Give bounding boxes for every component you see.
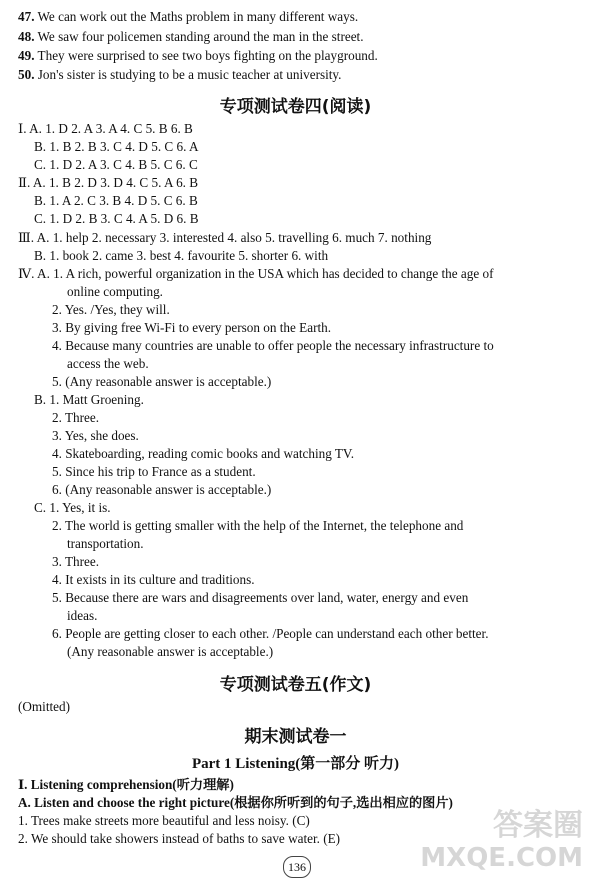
- watermark-line-1: 答案圈: [493, 808, 583, 843]
- answers-III-A: Ⅲ. A. 1. help 2. necessary 3. interested 4. also 5. travelling 6. much 7. nothing: [18, 230, 432, 245]
- sentence-48: 48. We saw four policemen standing around the man in the street.: [18, 29, 364, 44]
- answer-IV-C5-cont: ideas.: [67, 608, 98, 623]
- answer-IV-A1: Ⅳ. A. 1. A rich, powerful organization in the USA which has decided to change the age of: [18, 266, 494, 281]
- sentence-49: 49. They were surprised to see two boys fighting on the playground.: [18, 48, 378, 63]
- watermark-line-2: MXQE.COM: [420, 843, 583, 873]
- page-number: 136: [283, 856, 311, 878]
- section4-title: 专项测试卷四(阅读): [219, 97, 372, 117]
- answer-IV-C6-cont: (Any reasonable answer is acceptable.): [67, 644, 274, 659]
- answers-III-B: B. 1. book 2. came 3. best 4. favourite 5. shorter 6. with: [34, 248, 329, 263]
- answer-IV-B5: 5. Since his trip to France as a student.: [52, 464, 256, 479]
- answers-II-B: B. 1. A 2. C 3. B 4. D 5. C 6. B: [34, 193, 198, 208]
- answer-IV-C4: 4. It exists in its culture and traditions.: [52, 572, 255, 587]
- answer-IV-B3: 3. Yes, she does.: [52, 428, 139, 443]
- answer-IV-B6: 6. (Any reasonable answer is acceptable.): [52, 482, 272, 497]
- answers-II-A: Ⅱ. A. 1. B 2. D 3. D 4. C 5. A 6. B: [18, 175, 199, 190]
- answer-IV-A4: 4. Because many countries are unable to offer people the necessary infrastructure to: [52, 338, 494, 353]
- listening-item-2: 2. We should take showers instead of baths to save water. (E): [18, 831, 341, 846]
- answer-IV-A5: 5. (Any reasonable answer is acceptable.): [52, 374, 272, 389]
- answers-II-C: C. 1. D 2. B 3. C 4. A 5. D 6. B: [34, 211, 199, 226]
- answer-IV-C1: C. 1. Yes, it is.: [34, 500, 111, 515]
- section5-title: 专项测试卷五(作文): [219, 675, 372, 695]
- omitted-note: (Omitted): [18, 699, 71, 714]
- answers-I-C: C. 1. D 2. A 3. C 4. B 5. C 6. C: [34, 157, 198, 172]
- final-test-title: 期末测试卷一: [244, 727, 347, 747]
- answer-IV-C6: 6. People are getting closer to each other. /People can understand each other better.: [52, 626, 489, 641]
- sentence-47: 47. We can work out the Maths problem in many different ways.: [18, 9, 359, 24]
- answer-IV-B4: 4. Skateboarding, reading comic books and watching TV.: [52, 446, 355, 461]
- answer-IV-C2: 2. The world is getting smaller with the help of the Internet, the telephone and: [52, 518, 464, 533]
- answer-IV-B1: B. 1. Matt Groening.: [34, 392, 144, 407]
- answer-IV-C3: 3. Three.: [52, 554, 99, 569]
- answer-IV-A1-cont: online computing.: [67, 284, 163, 299]
- sentence-50: 50. Jon's sister is studying to be a music teacher at university.: [18, 67, 342, 82]
- answer-IV-C2-cont: transportation.: [67, 536, 144, 551]
- answers-I-A: Ⅰ. A. 1. D 2. A 3. A 4. C 5. B 6. B: [18, 121, 193, 136]
- answer-IV-A3: 3. By giving free Wi-Fi to every person on the Earth.: [52, 320, 332, 335]
- listening-part-A: A. Listen and choose the right picture(根据你所听到的句子,选出相应的图片): [18, 795, 453, 810]
- site-watermark: [420, 810, 583, 874]
- answer-IV-A2: 2. Yes. /Yes, they will.: [52, 302, 170, 317]
- answers-I-B: B. 1. B 2. B 3. C 4. D 5. C 6. A: [34, 139, 199, 154]
- listening-heading: Ⅰ. Listening comprehension(听力理解): [18, 777, 234, 792]
- answer-IV-A4-cont: access the web.: [67, 356, 149, 371]
- answer-IV-C5: 5. Because there are wars and disagreements over land, water, energy and even: [52, 590, 469, 605]
- listening-item-1: 1. Trees make streets more beautiful and less noisy. (C): [18, 813, 310, 828]
- part1-title: Part 1 Listening(第一部分 听力): [191, 756, 400, 772]
- answer-IV-B2: 2. Three.: [52, 410, 99, 425]
